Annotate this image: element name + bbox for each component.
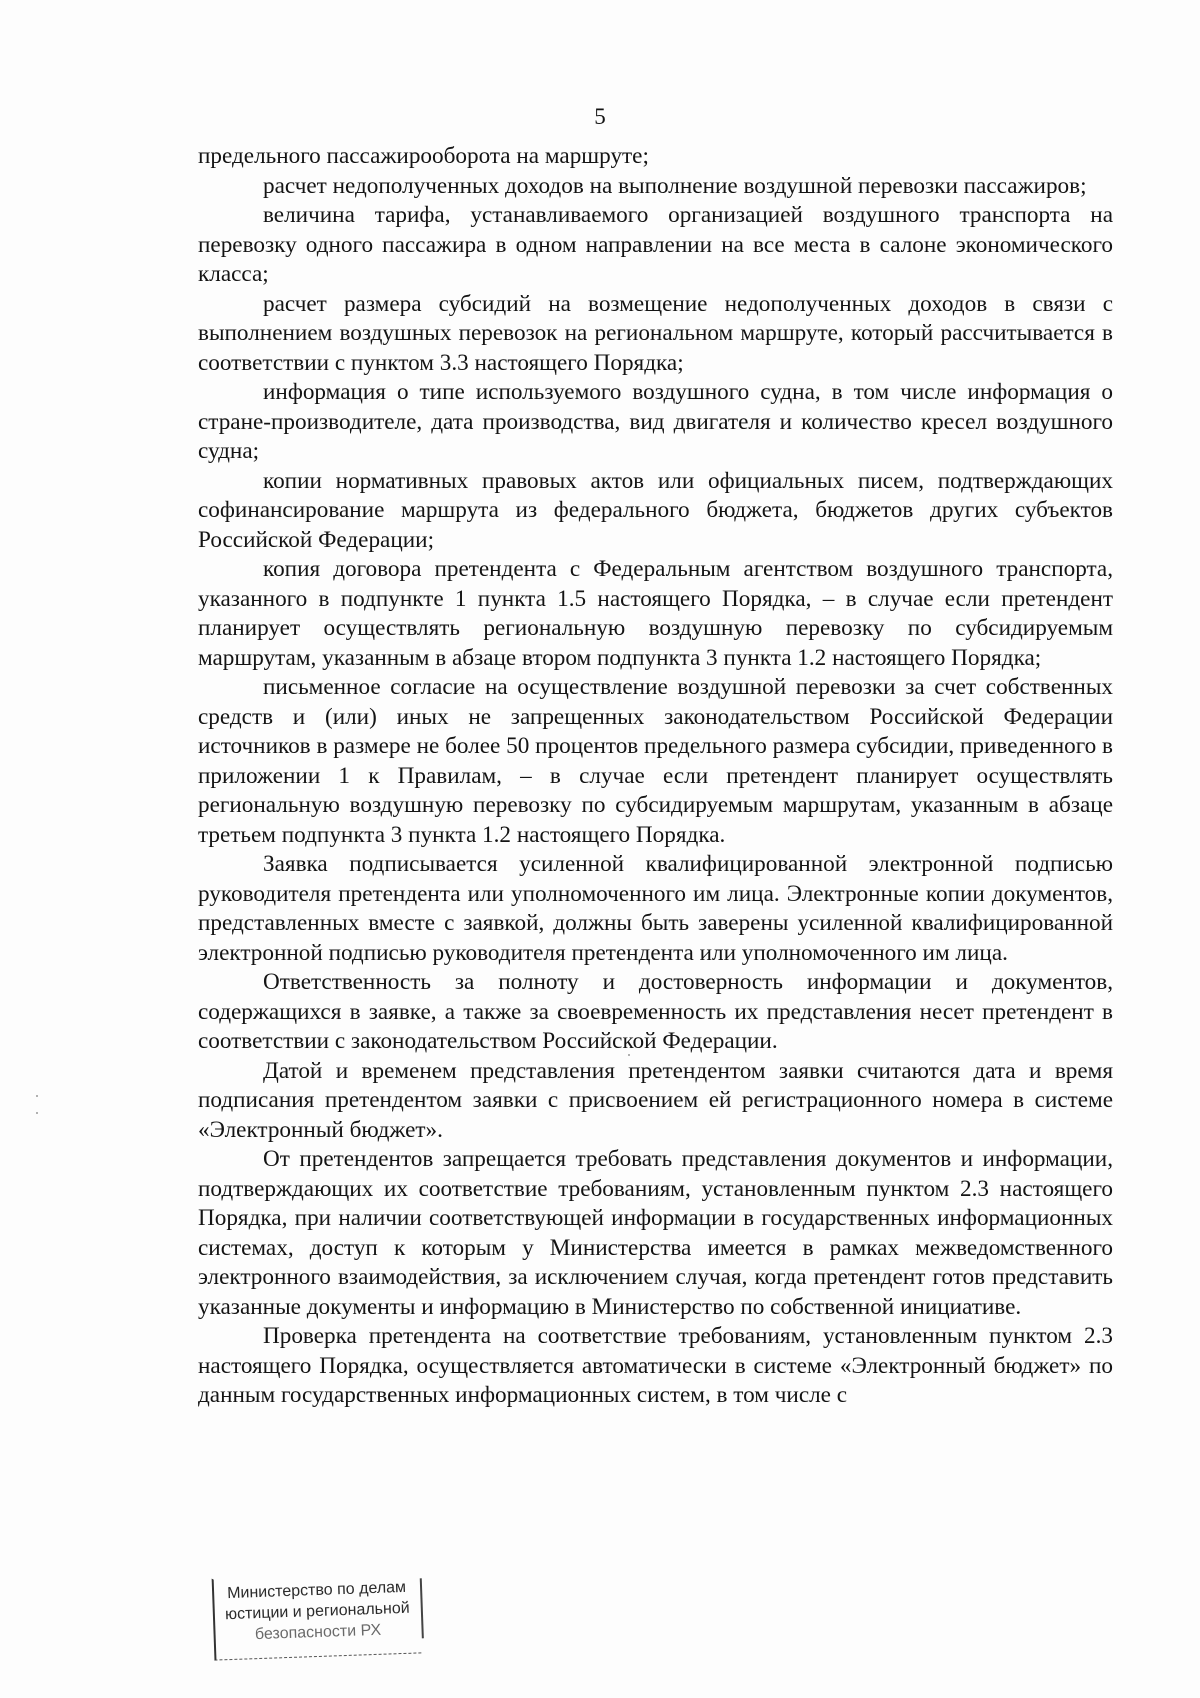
- paragraph-lost-income-calc: расчет недополученных доходов на выполнение воздушной перевозки пассажиров;: [263, 172, 1087, 199]
- paragraph-responsibility: Ответственность за полноту и достоверность информации и документов, содержащихся в заявке, а также за своевременность их представления несет претендент в соответствии с законодательством Российской Федерации.: [198, 969, 1113, 1054]
- document-body: [198, 142, 1113, 1411]
- paragraph-submission-date: Датой и временем представления претендентом заявки считаются дата и время подписания претендентом заявки с присвоением ей регистрационного номера в системе «Электронный бюджет».: [198, 1057, 1113, 1143]
- paragraph-agency-contract: копия договора претендента с Федеральным агентством воздушного транспорта, указанного в подпункте 1 пункта 1.5 настоящего Порядка, – в случае если претендент планирует осуществлять региональную воздушную перевозку по субсидируемым маршрутам, указанным в абзаце втором подпункта 3 пункта 1.2 настоящего Порядка;: [198, 556, 1113, 671]
- page-number: 5: [594, 104, 606, 129]
- paragraph-written-consent: письменное согласие на осуществление воздушной перевозки за счет собственных средств и (или) иных не запрещенных законодательством Российской Федерации источников в размере не более 50 процентов предельного размера субсидии, приведенного в приложении 1 к Правилам, – в случае если претендент планирует осуществлять региональную воздушную перевозку по субсидируемым маршрутам, указанным в абзаце третьем подпункта 3 пункта 1.2 настоящего Порядка.: [198, 674, 1113, 848]
- stamp-line-1: Министерство по делам: [226, 1578, 407, 1603]
- stamp-line-3: безопасности РХ: [254, 1621, 382, 1644]
- paragraph-subsidy-calc: расчет размера субсидий на возмещение недополученных доходов в связи с выполнением воздушных перевозок на региональном маршруте, который рассчитывается в соответствии с пунктом 3.3 настоящего Порядка;: [198, 290, 1113, 376]
- scan-speck: [36, 1112, 38, 1114]
- scan-speck: [628, 1054, 630, 1056]
- paragraph-aircraft-info: информация о типе используемого воздушного судна, в том числе информация о стране-производителе, дата производства, вид двигателя и количество кресел воздушного судна;: [198, 379, 1113, 464]
- paragraph-no-demand-docs: От претендентов запрещается требовать представления документов и информации, подтверждающих их соответствие требованиям, установленным пунктом 2.3 настоящего Порядка, при наличии соответствующей информации в государственных информационных системах, доступ к которым у Министерства имеется в рамках межведомственного электронного взаимодействия, за исключением случая, когда претендент готов представить указанные документы и информацию в Министерство по собственной инициативе.: [198, 1146, 1113, 1320]
- paragraph-tariff: величина тарифа, устанавливаемого организацией воздушного транспорта на перевозку одного пассажира в одном направлении на все места в салоне экономического класса;: [198, 202, 1113, 287]
- paragraph-verification: Проверка претендента на соответствие требованиям, установленным пунктом 2.3 настоящего Порядка, осуществляется автоматически в системе «Электронный бюджет» по данным государственных информационных систем, в том числе с: [198, 1323, 1113, 1408]
- paragraph-cofinancing-acts: копии нормативных правовых актов или официальных писем, подтверждающих софинансирование маршрута из федерального бюджета, бюджетов других субъектов Российской Федерации;: [198, 467, 1113, 553]
- paragraph-signature: Заявка подписывается усиленной квалифицированной электронной подписью руководителя претендента или уполномоченного им лица. Электронные копии документов, представленных вместе с заявкой, должны быть заверены усиленной квалифицированной электронной подписью руководителя претендента или уполномоченного им лица.: [198, 851, 1113, 966]
- stamp-line-2: юстиции и региональной: [224, 1599, 410, 1624]
- paragraph-continuation: предельного пассажирооборота на маршруте;: [198, 143, 649, 169]
- scan-speck: [36, 1095, 38, 1097]
- ministry-stamp: [212, 1571, 422, 1660]
